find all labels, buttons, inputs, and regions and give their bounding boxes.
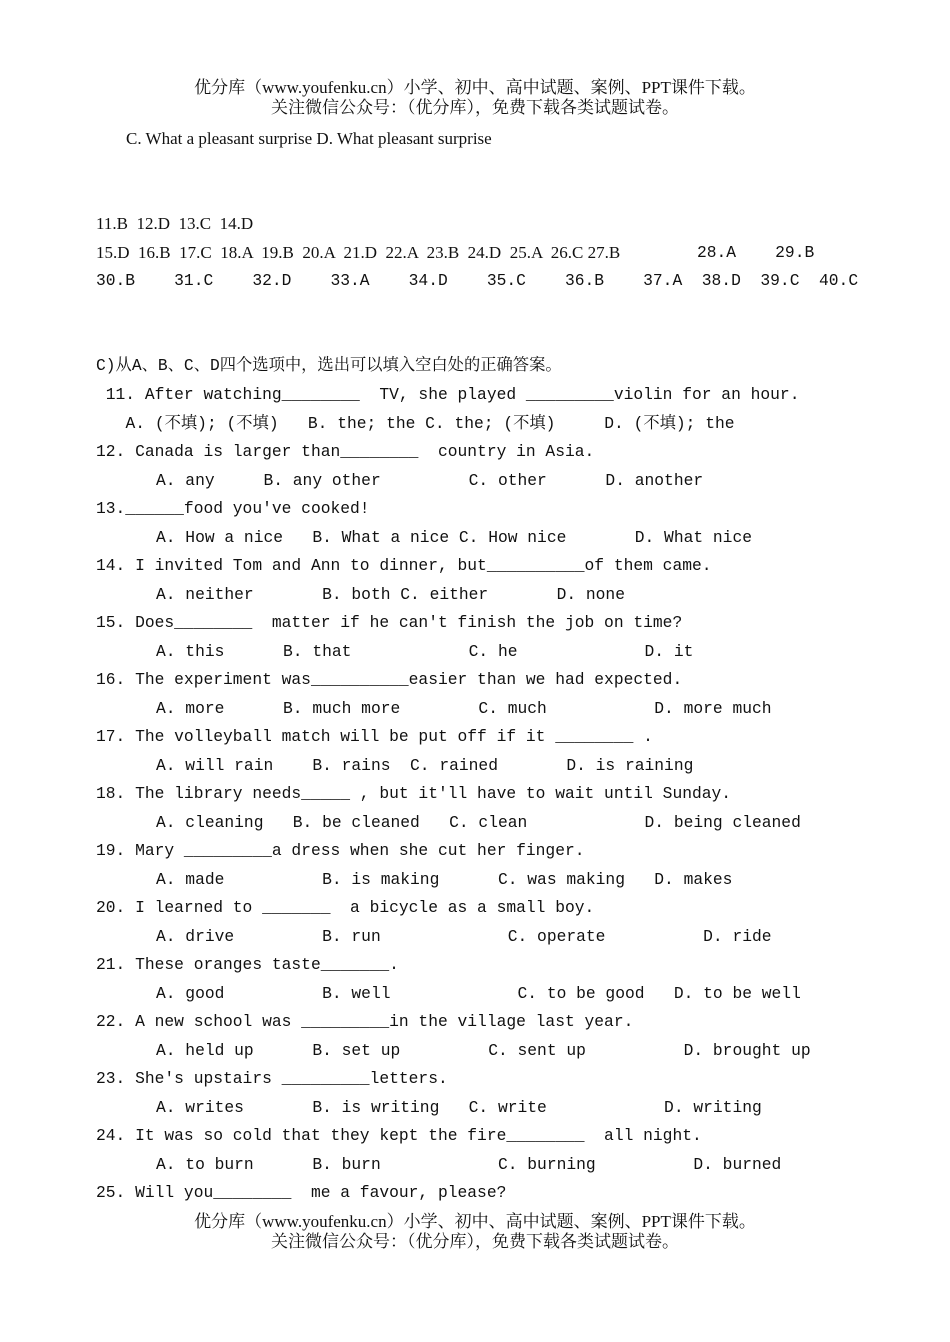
question-22-options: A. held up B. set up C. sent up D. brought up — [156, 1040, 811, 1060]
question-16: 16. The experiment was__________easier than we had expected. — [96, 670, 683, 689]
question-21-options: A. good B. well C. to be good D. to be well — [156, 983, 801, 1003]
answer-row-3: 30.B 31.C 32.D 33.A 34.D 35.C 36.B 37.A 38.D 39.C 40.C — [96, 271, 859, 290]
question-15: 15. Does________ matter if he can't finish the job on time? — [96, 613, 683, 632]
question-17-options: A. will rain B. rains C. rained D. is raining — [156, 755, 694, 775]
question-23-options: A. writes B. is writing C. write D. writing — [156, 1097, 762, 1117]
answer-row-2-tail: 28.A 29.B — [697, 243, 815, 262]
question-18-options: A. cleaning B. be cleaned C. clean D. being cleaned — [156, 812, 801, 832]
answer-row-2: 15.D 16.B 17.C 18.A 19.B 20.A 21.D 22.A 23.B 24.D 25.A 26.C 27.B — [96, 243, 621, 262]
site-header — [0, 78, 950, 118]
previous-question-option: C. What a pleasant surprise D. What pleasant surprise — [126, 129, 492, 148]
question-12: 12. Canada is larger than________ country in Asia. — [96, 442, 595, 461]
answer-row-1: 11.B 12.D 13.C 14.D — [96, 214, 254, 233]
section-title: C)从A、B、C、D四个选项中，选出可以填入空白处的正确答案。 — [96, 356, 562, 375]
question-12-options: A. any B. any other C. other D. another — [156, 470, 704, 490]
question-13: 13.______food you've cooked! — [96, 499, 370, 518]
question-11: 11. After watching________ TV, she played _________violin for an hour. — [96, 385, 800, 404]
question-24-options: A. to burn B. burn C. burning D. burned — [156, 1154, 782, 1174]
question-19-options: A. made B. is making C. was making D. makes — [156, 869, 733, 889]
question-14-options: A. neither B. both C. either D. none — [156, 584, 625, 604]
question-24: 24. It was so cold that they kept the fire________ all night. — [96, 1126, 702, 1145]
question-17: 17. The volleyball match will be put off if it ________ . — [96, 727, 653, 746]
footer-line-1: 优分库（www.youfenku.cn）小学、初中、高中试题、案例、PPT课件下载。 — [194, 1212, 756, 1231]
question-11-options: A. (不填); (不填) B. the; the C. the; (不填) D. (不填); the — [106, 413, 735, 433]
header-line-1: 优分库（www.youfenku.cn）小学、初中、高中试题、案例、PPT课件下载。 — [194, 78, 756, 97]
question-23: 23. She's upstairs _________letters. — [96, 1069, 448, 1088]
question-25: 25. Will you________ me a favour, please? — [96, 1183, 507, 1202]
question-18: 18. The library needs_____ , but it'll have to wait until Sunday. — [96, 784, 732, 803]
question-19: 19. Mary _________a dress when she cut her finger. — [96, 841, 585, 860]
question-22: 22. A new school was _________in the village last year. — [96, 1012, 634, 1031]
footer-line-2: 关注微信公众号：（优分库），免费下载各类试题试卷。 — [271, 1232, 679, 1251]
question-13-options: A. How a nice B. What a nice C. How nice D. What nice — [156, 527, 752, 547]
question-20: 20. I learned to _______ a bicycle as a small boy. — [96, 898, 595, 917]
question-21: 21. These oranges taste_______. — [96, 955, 399, 974]
question-16-options: A. more B. much more C. much D. more much — [156, 698, 772, 718]
question-20-options: A. drive B. run C. operate D. ride — [156, 926, 772, 946]
header-line-2: 关注微信公众号：（优分库），免费下载各类试题试卷。 — [271, 98, 679, 117]
site-footer — [0, 1212, 950, 1252]
question-15-options: A. this B. that C. he D. it — [156, 641, 694, 661]
question-14: 14. I invited Tom and Ann to dinner, but__________of them came. — [96, 556, 712, 575]
